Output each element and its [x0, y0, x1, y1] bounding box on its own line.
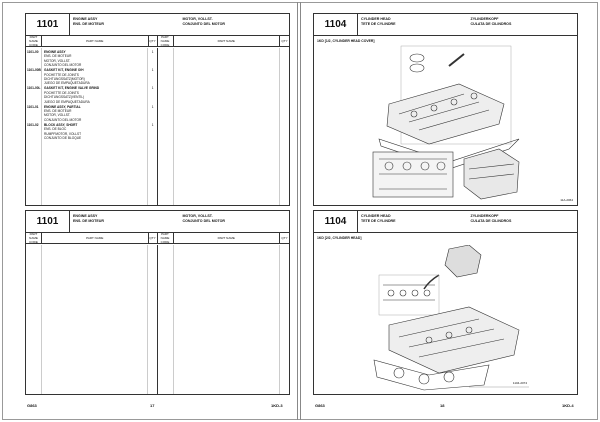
part-code: 1101-00L	[27, 86, 41, 91]
section-code: 1104	[314, 211, 358, 232]
cylinder-head-cover-diagram	[369, 44, 539, 204]
part-qty: 1	[151, 86, 154, 91]
figure-ref: 11A-2064	[560, 198, 573, 202]
part-translation: ENS. DE MOTEUR	[44, 54, 72, 59]
part-name: ENGINE ASSY, PARTIAL	[44, 104, 81, 109]
title-es: CONJUNTO DEL MOTOR	[182, 22, 226, 26]
part-translation: CONJUNTO DEL MOTOR	[44, 63, 82, 68]
title-fr: ENS. DE MOTEUR	[73, 22, 104, 26]
part-translation: CONJUNTO DEL MOTOR	[44, 117, 82, 122]
page-gutter	[297, 2, 301, 420]
part-name: ENGINE ASSY	[44, 50, 66, 54]
part-code: 1101-01	[27, 104, 39, 109]
figure-ref: 1104-2074	[512, 381, 527, 385]
part-translation: CONJUNTO DE BLOQUE	[44, 136, 82, 141]
part-qty: 1	[151, 122, 154, 127]
part-translation: POCHETTE DE JOINTS	[44, 72, 79, 77]
part-qty: 1	[151, 50, 154, 54]
figure-box-top: 1104 CYLINDER HEAD TETE DE CYLINDRE ZYLINDERKOPF CULATA DE CILINDROS 1KD [1/2, CYLINDER HEAD COVER] 11A-2064	[313, 13, 578, 206]
cylinder-head-diagram	[369, 245, 544, 393]
column-headers: PART NAME CODE PART NAME QTY PART NAME CODE PART NAME QTY	[26, 233, 289, 244]
part-name: GASKET KIT, ENGINE VALVE GRIND	[44, 86, 100, 91]
part-translation: MOTOR, VOLLST.	[44, 113, 71, 118]
footer-model: G863	[27, 403, 37, 408]
part-code: 1101-02	[27, 122, 39, 127]
figure-caption: 1KD [2/2, CYLINDER HEAD]	[317, 236, 362, 240]
section-code: 1101	[26, 14, 70, 35]
figure-caption: 1KD [1/2, CYLINDER HEAD COVER]	[317, 39, 375, 43]
section-header	[26, 14, 289, 36]
footer-ref: 1KD-4	[562, 403, 574, 408]
column-headers: PART NAME CODE PART NAME QTY PART NAME CODE PART NAME QTY	[26, 36, 289, 47]
parts-table-top	[25, 13, 290, 206]
part-translation: MOTOR, VOLLST.	[44, 58, 71, 63]
part-translation: JUEGO DE EMPAQUETADURA	[44, 81, 90, 86]
part-translation: POCHETTE DE JOINTS	[44, 90, 79, 95]
parts-list	[27, 48, 154, 205]
section-code: 1104	[314, 14, 358, 35]
figure-box-bottom: 1104 CYLINDER HEAD TETE DE CYLINDRE ZYLINDERKOPF CULATA DE CILINDROS 1KD [2/2, CYLINDER HEAD] 1104-2074	[313, 210, 578, 395]
part-qty: 1	[151, 68, 154, 73]
footer-page-number: 18	[440, 403, 445, 408]
part-row	[27, 68, 154, 86]
part-translation: DICHTUNGSSATZ(MOTOR)	[44, 77, 85, 82]
part-translation: ENS. DE MOTEUR	[44, 109, 72, 114]
part-code: 1101-00B	[27, 68, 41, 73]
parts-table-bottom: 1101 ENGINE ASSY ENS. DE MOTEUR MOTOR, VOLLST. CONJUNTO DEL MOTOR PART NAME CODE PART NAME QTY PART NAME CODE PART NAME QTY	[25, 210, 290, 395]
footer-page-number: 17	[150, 403, 155, 408]
part-translation: RUMPFMOTOR, VOLLST	[44, 131, 82, 136]
part-qty: 1	[151, 104, 154, 109]
part-row	[27, 86, 154, 104]
footer-model: G863	[315, 403, 325, 408]
part-translation: DICHTUNGSSATZ(VENTIL)	[44, 95, 85, 100]
title-de: MOTOR, VOLLST.	[182, 17, 213, 21]
part-translation: JUEGO DE EMPAQUETADURA	[44, 99, 90, 104]
part-name: GASKET KIT, ENGINE O/H	[44, 68, 84, 73]
footer-ref: 1KD-3	[271, 403, 283, 408]
part-row	[27, 122, 154, 141]
part-translation: ENS. DE BLOC	[44, 127, 67, 132]
part-row	[27, 50, 154, 68]
section-code: 1101	[26, 211, 70, 232]
part-code: 1101-00	[27, 50, 39, 54]
title-en: ENGINE ASSY	[73, 17, 98, 21]
part-name: BLOCK ASSY, SHORT	[44, 122, 78, 127]
part-row	[27, 104, 154, 123]
